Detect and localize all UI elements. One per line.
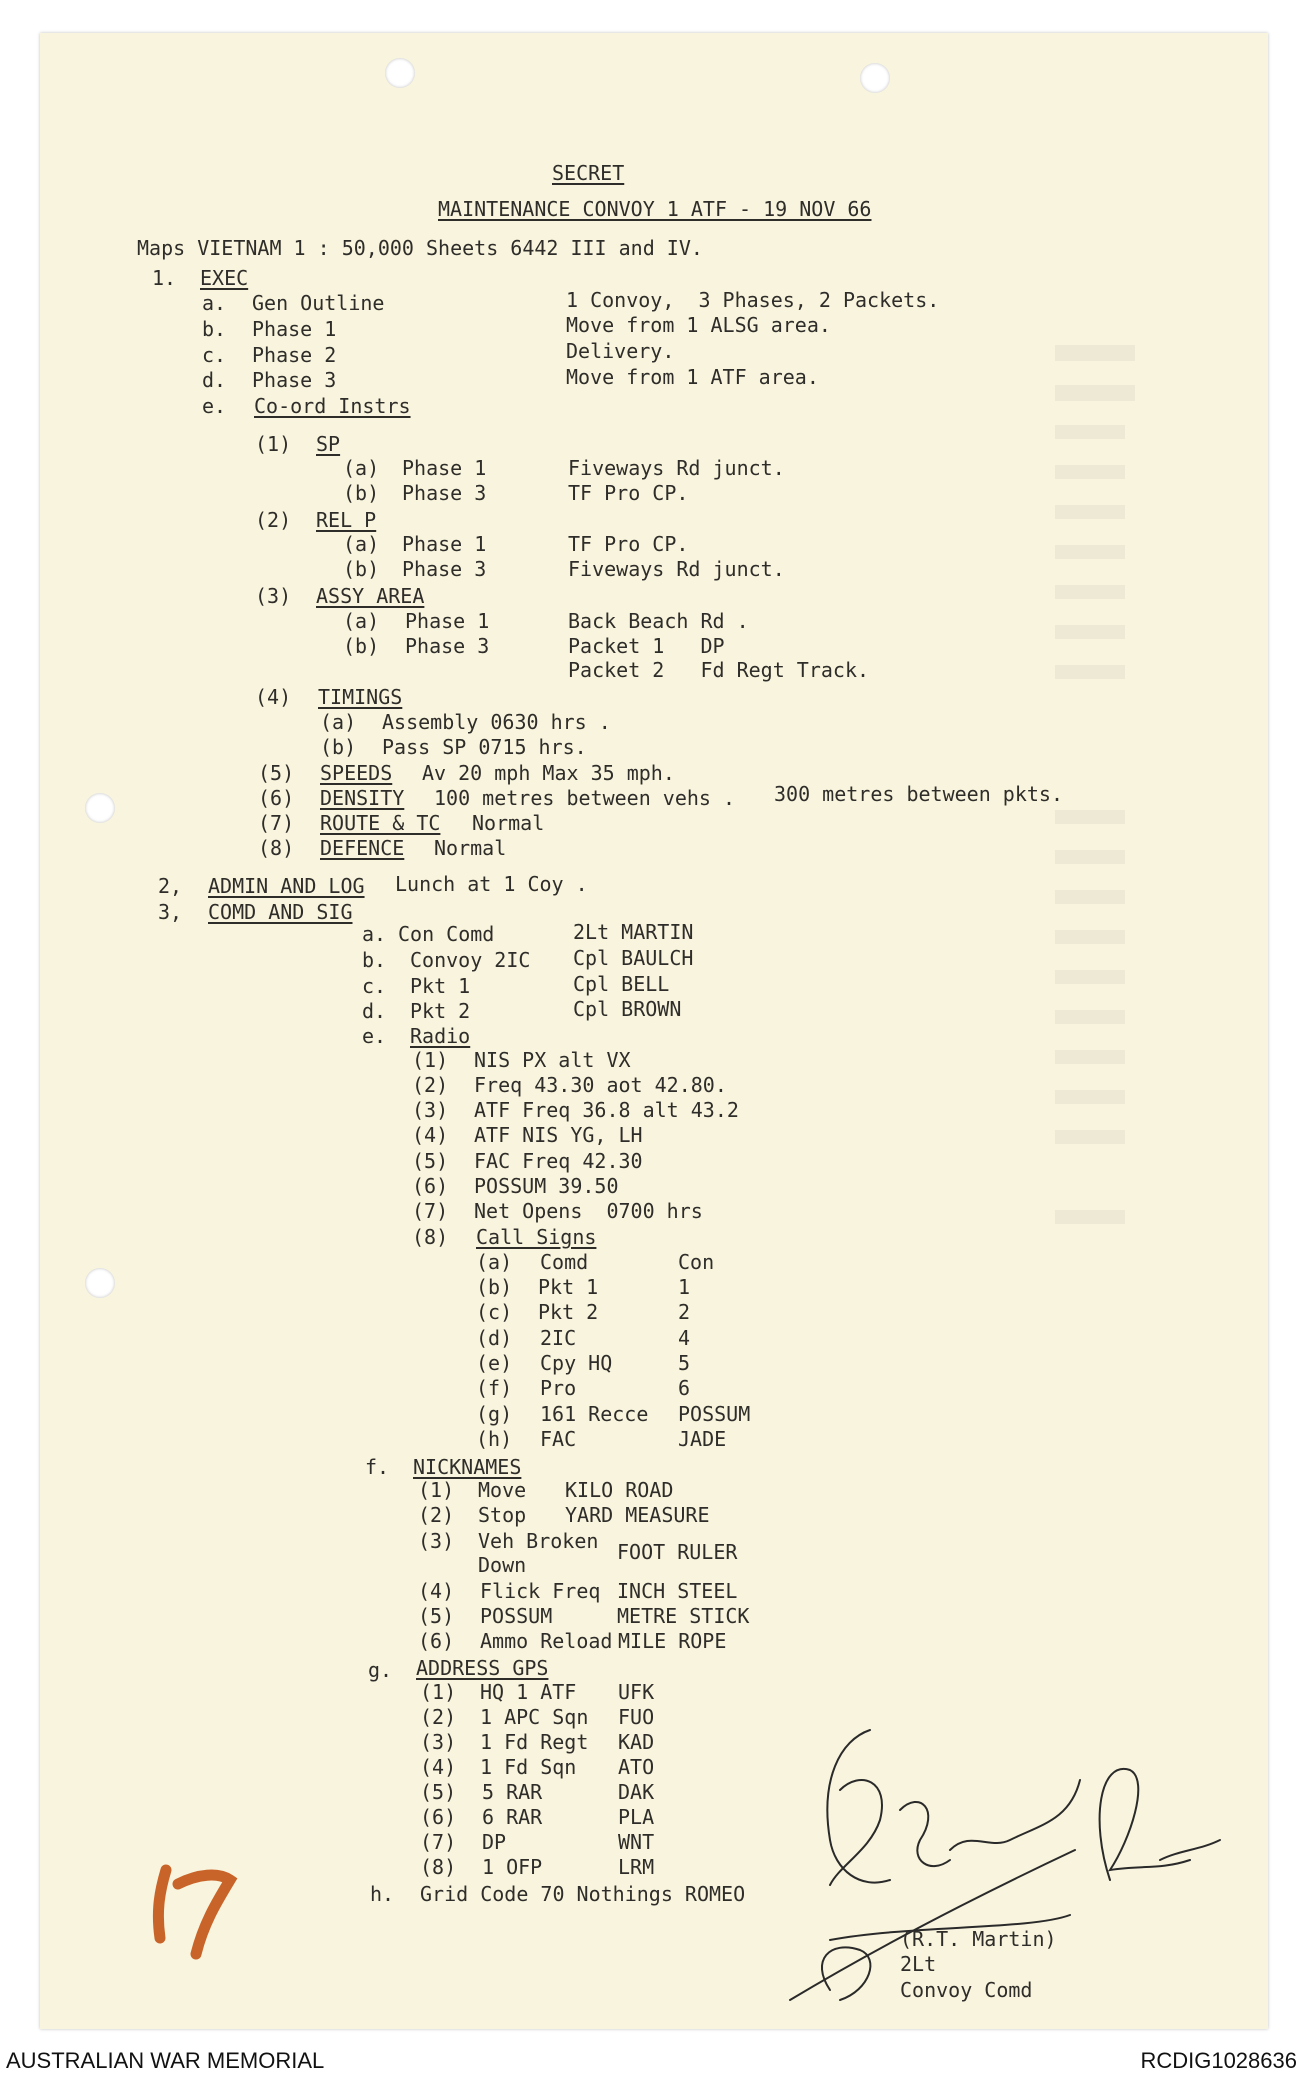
para-heading: EXEC — [200, 266, 249, 290]
archive-id: RCDIG1028636 — [1140, 2048, 1297, 2073]
item-letter: e. — [202, 394, 227, 418]
timing-value: Pass SP 0715 hrs. — [382, 735, 587, 759]
item-letter: b. — [362, 948, 387, 972]
sub-letter: (a) — [320, 710, 357, 734]
item-letter: c. — [202, 343, 227, 367]
callsign-value: 2 — [678, 1300, 691, 1324]
grid-code-text: Grid Code 70 Nothings ROMEO — [420, 1882, 746, 1906]
nickname-label: Ammo Reload — [480, 1629, 613, 1653]
address-label: DP — [482, 1830, 507, 1854]
radio-number: (8) — [412, 1225, 449, 1249]
callsign-value: 4 — [678, 1326, 691, 1350]
nickname-number: (5) — [418, 1604, 455, 1628]
nickname-value: YARD MEASURE — [565, 1503, 710, 1527]
speeds-value: Av 20 mph Max 35 mph. — [422, 761, 675, 785]
nickname-label: Veh Broken Down — [478, 1529, 599, 1577]
subheading: ROUTE & TC — [320, 811, 441, 835]
address-value: FUO — [618, 1705, 655, 1729]
phase-label: Phase 1 — [405, 609, 490, 633]
sub-number: (6) — [258, 786, 295, 810]
subheading: DENSITY — [320, 786, 405, 810]
callsign-value: 5 — [678, 1351, 691, 1375]
callsign-letter: (f) — [476, 1376, 513, 1400]
nickname-label: Move — [478, 1478, 527, 1502]
item-letter: h. — [370, 1882, 395, 1906]
sub-letter: (a) — [343, 609, 380, 633]
para-number: 2, — [158, 874, 183, 898]
subheading: SPEEDS — [320, 761, 393, 785]
address-value: PLA — [618, 1805, 655, 1829]
callsign-value: 1 — [678, 1275, 691, 1299]
punch-hole — [85, 793, 115, 823]
phase-label: Phase 3 — [402, 557, 487, 581]
phase-value: TF Pro CP. — [568, 532, 689, 556]
callsign-letter: (d) — [476, 1326, 513, 1350]
nickname-value: INCH STEEL — [617, 1579, 738, 1603]
item-label: Pkt 2 — [410, 999, 471, 1023]
timing-value: Assembly 0630 hrs . — [382, 710, 611, 734]
item-letter: a. — [202, 291, 227, 315]
sub-letter: (a) — [343, 456, 380, 480]
phase-label: Phase 3 — [405, 634, 490, 658]
sub-number: (2) — [255, 508, 292, 532]
sub-letter: (b) — [343, 481, 380, 505]
phase-label: Phase 3 — [402, 481, 487, 505]
address-label: 6 RAR — [482, 1805, 543, 1829]
sub-letter: (b) — [343, 634, 380, 658]
folio-mark — [138, 1850, 248, 1960]
sub-number: (3) — [255, 584, 292, 608]
punch-hole — [860, 63, 890, 93]
address-number: (1) — [420, 1680, 457, 1704]
sub-number: (4) — [255, 685, 292, 709]
para-heading: COMD AND SIG — [208, 900, 353, 924]
para-heading: ADMIN AND LOG — [208, 874, 365, 898]
subheading: ADDRESS GPS — [416, 1656, 549, 1680]
subheading: ASSY AREA — [316, 584, 425, 608]
punch-hole — [85, 1268, 115, 1298]
sub-letter: (a) — [343, 532, 380, 556]
address-value: LRM — [618, 1855, 655, 1879]
signatory-name: (R.T. Martin) — [900, 1927, 1057, 1951]
address-number: (8) — [420, 1855, 457, 1879]
nickname-value: FOOT RULER — [617, 1540, 738, 1564]
address-label: 1 OFP — [482, 1855, 543, 1879]
signatory-rank: 2Lt — [900, 1952, 937, 1976]
item-label: Pkt 1 — [410, 974, 471, 998]
address-value: DAK — [618, 1780, 655, 1804]
item-letter: g. — [368, 1658, 393, 1682]
nickname-number: (3) — [418, 1529, 455, 1553]
callsign-letter: (e) — [476, 1351, 513, 1375]
nickname-number: (6) — [418, 1629, 455, 1653]
radio-number: (4) — [412, 1123, 449, 1147]
radio-number: (5) — [412, 1149, 449, 1173]
subheading: Radio — [410, 1024, 471, 1048]
callsign-letter: (c) — [476, 1300, 513, 1324]
nickname-number: (4) — [418, 1579, 455, 1603]
item-value: Cpl BAULCH — [573, 946, 694, 970]
density-value: 300 metres between pkts. — [774, 782, 1063, 806]
subheading: Call Signs — [476, 1225, 597, 1249]
radio-number: (2) — [412, 1073, 449, 1097]
item-label: Phase 2 — [252, 343, 337, 367]
radio-text: FAC Freq 42.30 — [474, 1149, 643, 1173]
item-letter: c. — [362, 974, 387, 998]
callsign-value: POSSUM — [678, 1402, 751, 1426]
item-value: Move from 1 ATF area. — [566, 365, 819, 389]
item-label: Phase 3 — [252, 368, 337, 392]
radio-number: (1) — [412, 1048, 449, 1072]
radio-number: (3) — [412, 1098, 449, 1122]
nickname-number: (2) — [418, 1503, 455, 1527]
classification: SECRET — [552, 161, 625, 185]
subheading: SP — [316, 432, 341, 456]
callsign-value: 6 — [678, 1376, 691, 1400]
radio-text: Freq 43.30 aot 42.80. — [474, 1073, 727, 1097]
callsign-value: Con — [678, 1250, 715, 1274]
callsign-label: Pro — [540, 1376, 577, 1400]
radio-number: (7) — [412, 1199, 449, 1223]
address-number: (4) — [420, 1755, 457, 1779]
signatory-appointment: Convoy Comd — [900, 1978, 1033, 2002]
para-number: 3, — [158, 900, 183, 924]
callsign-letter: (h) — [476, 1427, 513, 1451]
sub-letter: (b) — [343, 557, 380, 581]
callsign-label: Pkt 1 — [538, 1275, 599, 1299]
phase-value: Back Beach Rd . — [568, 609, 749, 633]
subheading: TIMINGS — [318, 685, 403, 709]
defence-value: Normal — [434, 836, 507, 860]
callsign-label: Cpy HQ — [540, 1351, 613, 1375]
address-label: 1 Fd Sqn — [480, 1755, 577, 1779]
nickname-value: MILE ROPE — [618, 1629, 727, 1653]
phase-value: Fiveways Rd junct. — [568, 456, 785, 480]
address-number: (6) — [420, 1805, 457, 1829]
radio-text: Net Opens 0700 hrs — [474, 1199, 703, 1223]
callsign-value: JADE — [678, 1427, 727, 1451]
item-label: Convoy 2IC — [410, 948, 531, 972]
item-value: Move from 1 ALSG area. — [566, 313, 831, 337]
item-label: Gen Outline — [252, 291, 385, 315]
document-title: MAINTENANCE CONVOY 1 ATF - 19 NOV 66 — [438, 197, 872, 221]
item-letter: e. — [362, 1024, 387, 1048]
phase-label: Phase 1 — [402, 456, 487, 480]
subheading: REL P — [316, 508, 377, 532]
address-label: 5 RAR — [482, 1780, 543, 1804]
item-letter: b. — [202, 317, 227, 341]
route-value: Normal — [472, 811, 545, 835]
phase-value: Packet 1 DP — [568, 634, 725, 658]
address-label: 1 Fd Regt — [480, 1730, 589, 1754]
callsign-label: Pkt 2 — [538, 1300, 599, 1324]
item-letter: d. — [362, 999, 387, 1023]
address-number: (5) — [420, 1780, 457, 1804]
phase-value: Packet 2 Fd Regt Track. — [568, 658, 870, 682]
callsign-letter: (g) — [476, 1402, 513, 1426]
radio-text: ATF Freq 36.8 alt 43.2 — [474, 1098, 739, 1122]
callsign-label: 161 Recce — [540, 1402, 649, 1426]
nickname-label: POSSUM — [480, 1604, 553, 1628]
item-label: Con Comd — [398, 922, 495, 946]
sub-letter: (b) — [320, 735, 357, 759]
nickname-label: Flick Freq — [480, 1579, 601, 1603]
address-label: HQ 1 ATF — [480, 1680, 577, 1704]
item-value: 2Lt MARTIN — [573, 920, 694, 944]
density-value: 100 metres between vehs . — [434, 786, 736, 810]
phase-label: Phase 1 — [402, 532, 487, 556]
callsign-label: 2IC — [540, 1326, 577, 1350]
callsign-letter: (a) — [476, 1250, 513, 1274]
para-number: 1. — [152, 266, 177, 290]
radio-text: NIS PX alt VX — [474, 1048, 631, 1072]
item-value: 1 Convoy, 3 Phases, 2 Packets. — [566, 288, 940, 312]
address-value: UFK — [618, 1680, 655, 1704]
callsign-label: Comd — [540, 1250, 589, 1274]
punch-hole — [385, 58, 415, 88]
item-value: Cpl BROWN — [573, 997, 682, 1021]
item-letter: d. — [202, 368, 227, 392]
callsign-letter: (b) — [476, 1275, 513, 1299]
item-value: Delivery. — [566, 339, 675, 363]
item-value: Cpl BELL — [573, 972, 670, 996]
address-value: KAD — [618, 1730, 655, 1754]
radio-number: (6) — [412, 1174, 449, 1198]
archive-credit: AUSTRALIAN WAR MEMORIAL — [6, 2048, 325, 2073]
address-value: ATO — [618, 1755, 655, 1779]
address-number: (2) — [420, 1705, 457, 1729]
nickname-value: METRE STICK — [617, 1604, 750, 1628]
radio-text: POSSUM 39.50 — [474, 1174, 619, 1198]
nickname-value: KILO ROAD — [565, 1478, 674, 1502]
nickname-label: Stop — [478, 1503, 527, 1527]
item-letter: f. — [365, 1455, 390, 1479]
phase-value: Fiveways Rd junct. — [568, 557, 785, 581]
subheading: NICKNAMES — [413, 1455, 522, 1479]
nickname-number: (1) — [418, 1478, 455, 1502]
address-number: (3) — [420, 1730, 457, 1754]
sub-number: (8) — [258, 836, 295, 860]
item-letter: a. — [362, 922, 387, 946]
address-value: WNT — [618, 1830, 655, 1854]
sub-number: (5) — [258, 761, 295, 785]
subheading: DEFENCE — [320, 836, 405, 860]
admin-value: Lunch at 1 Coy . — [395, 872, 588, 896]
sub-number: (1) — [255, 432, 292, 456]
sub-number: (7) — [258, 811, 295, 835]
radio-text: ATF NIS YG, LH — [474, 1123, 643, 1147]
maps-line: Maps VIETNAM 1 : 50,000 Sheets 6442 III and IV. — [137, 236, 703, 260]
phase-value: TF Pro CP. — [568, 481, 689, 505]
callsign-label: FAC — [540, 1427, 577, 1451]
address-label: 1 APC Sqn — [480, 1705, 589, 1729]
address-number: (7) — [420, 1830, 457, 1854]
item-label: Phase 1 — [252, 317, 337, 341]
subheading: Co-ord Instrs — [254, 394, 411, 418]
